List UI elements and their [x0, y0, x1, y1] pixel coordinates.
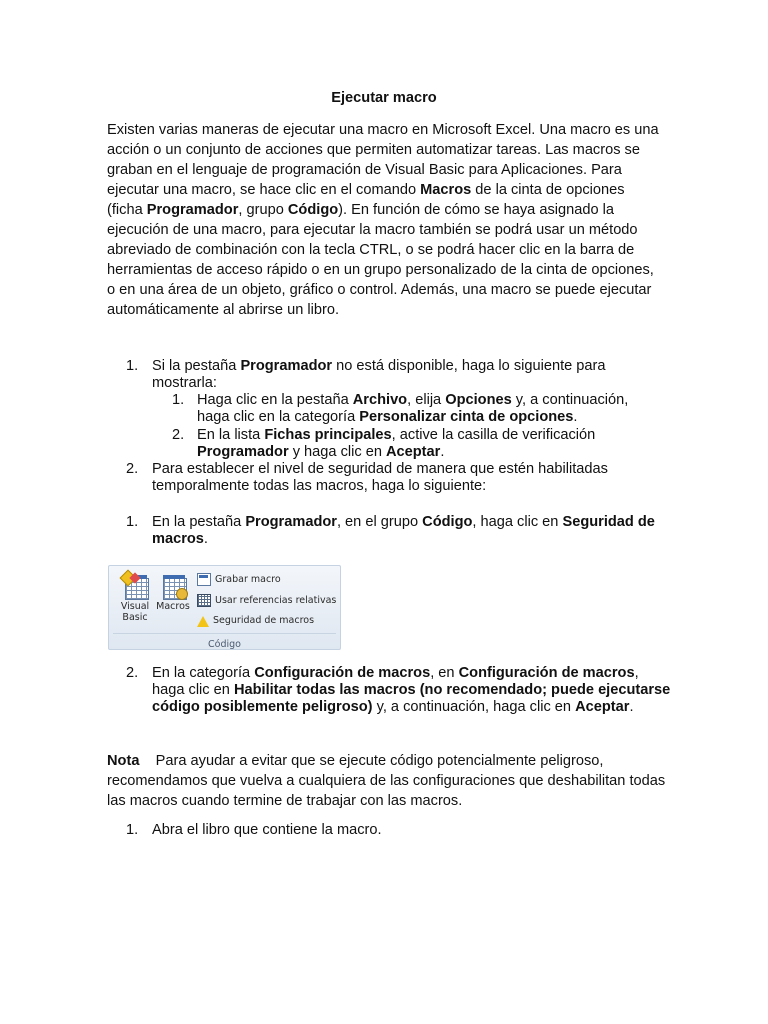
- list-item: [126, 514, 671, 548]
- intro-text-4: ). En función de cómo se haya asignado la ejecución de una macro, para ejecutar la macro también se podrá usar un método abreviado de combinación con la tecla CTRL, o se podrá hacer clic en la barra de herramientas de acceso rápido o en un grupo personalizado de la cinta de opciones, o en una área de un objeto, gráfico o control. Además, una macro se puede ejecutar automáticamente al abrirse un libro.: [107, 202, 654, 318]
- note-paragraph: [107, 751, 670, 811]
- list-item: [126, 665, 671, 716]
- grabar-macro-label: Grabar macro: [215, 573, 281, 585]
- list-item-text: [152, 514, 671, 548]
- intro-bold-codigo: Código: [287, 202, 339, 218]
- list-number: 2.: [126, 665, 139, 681]
- intro-paragraph: [107, 120, 663, 320]
- bold-run: Personalizar cinta de opciones: [359, 409, 574, 425]
- ribbon-divider: [113, 633, 336, 634]
- intro-text-1: Existen varias maneras de ejecutar una macro en Microsoft Excel. Una macro es una acción o un conjunto de acciones que permiten automatizar tareas. Las macros se graban en el lenguaje de programación de Visual Basic para Aplicaciones. Para ejecutar una macro, se hace clic en el comando: [107, 122, 659, 198]
- seguridad-macros-label: Seguridad de macros: [213, 615, 315, 626]
- text-run: , en el grupo: [336, 514, 423, 530]
- sub-list-item: [172, 392, 652, 426]
- gear-icon: [176, 588, 188, 600]
- visual-basic-button[interactable]: [115, 570, 155, 623]
- bold-run: Configuración de macros: [254, 665, 431, 681]
- bold-run: Código: [422, 514, 473, 530]
- text-run: En la pestaña: [152, 514, 246, 530]
- bold-run: Aceptar: [575, 699, 630, 715]
- note-label: Nota: [107, 753, 140, 769]
- sub-list-item: [172, 427, 652, 461]
- text-run: En la categoría: [152, 665, 255, 681]
- bold-run: Fichas principales: [264, 427, 392, 443]
- macros-label: Macros: [156, 601, 190, 612]
- text-run: Si la pestaña: [152, 358, 241, 374]
- list-item-text: Abra el libro que contiene la macro.: [152, 822, 382, 838]
- grabar-macro-button[interactable]: [197, 573, 281, 586]
- list-number: 2.: [126, 461, 139, 477]
- text-run: .: [440, 444, 445, 460]
- text-run: .: [203, 531, 208, 547]
- bold-run: Opciones: [445, 392, 512, 408]
- bold-run: Programador: [245, 514, 337, 530]
- sheet-header-shape: [163, 575, 185, 579]
- text-run: y haga clic en: [288, 444, 386, 460]
- text-run: .: [629, 699, 634, 715]
- list-item: [126, 822, 671, 839]
- intro-bold-macros: Macros: [420, 182, 472, 198]
- record-macro-icon: [197, 573, 211, 586]
- warning-icon: [197, 616, 209, 627]
- text-run: , en: [430, 665, 459, 681]
- list-number: 2.: [172, 427, 185, 443]
- ribbon-group-label: Código: [208, 639, 241, 650]
- text-run: y, a continuación, haga clic en la categoría: [197, 392, 629, 425]
- text-run: , haga clic en: [472, 514, 563, 530]
- note-text: Para ayudar a evitar que se ejecute código potencialmente peligroso, recomendamos que vuelva a cualquiera de las configuraciones que deshabilitan todas las macros cuando termine de trabajar con las macros.: [107, 753, 670, 809]
- visual-basic-icon: [122, 572, 148, 598]
- list-item-text: [197, 392, 652, 426]
- bold-run: Configuración de macros: [458, 665, 635, 681]
- ribbon-codigo-group: [108, 565, 341, 650]
- intro-bold-programador: Programador: [146, 202, 239, 218]
- macros-icon: [160, 572, 186, 598]
- list-item-text: [152, 665, 671, 716]
- text-run: , haga clic en: [152, 665, 639, 698]
- bold-run: Aceptar: [386, 444, 441, 460]
- bold-run: Habilitar todas las macros (no recomendado; puede ejecutarse código posiblemente peligroso): [152, 682, 671, 715]
- list-number: 1.: [126, 514, 139, 530]
- text-run: , elija: [407, 392, 446, 408]
- macros-button[interactable]: [153, 570, 193, 612]
- intro-text-3: , grupo: [238, 202, 288, 218]
- list-item-text: [197, 427, 652, 461]
- list-number: 1.: [126, 822, 139, 838]
- bold-run: Programador: [197, 444, 289, 460]
- text-run: , active la casilla de verificación: [391, 427, 596, 443]
- list-item-text: Para establecer el nivel de seguridad de manera que estén habilitadas temporalmente todas las macros, haga lo siguiente:: [152, 461, 608, 494]
- bold-run: Archivo: [352, 392, 408, 408]
- seguridad-macros-button[interactable]: [197, 615, 314, 627]
- bold-run: Seguridad de macros: [152, 514, 655, 547]
- text-run: En la lista: [197, 427, 265, 443]
- list-item-text: [152, 358, 671, 392]
- document-title: Ejecutar macro: [331, 90, 437, 106]
- intro-text-2: de la cinta de opciones (ficha: [107, 182, 625, 218]
- list-number: 1.: [126, 358, 139, 374]
- list-number: 1.: [172, 392, 185, 408]
- text-run: no está disponible, haga lo siguiente para mostrarla:: [152, 358, 606, 391]
- referencias-relativas-label: Usar referencias relativas: [215, 594, 337, 606]
- list-item: [126, 358, 671, 392]
- visual-basic-label: Visual Basic: [120, 601, 150, 623]
- text-run: y, a continuación, haga clic en: [372, 699, 576, 715]
- text-run: Haga clic en la pestaña: [197, 392, 353, 408]
- text-run: .: [573, 409, 578, 425]
- list-item: [126, 461, 671, 495]
- bold-run: Programador: [240, 358, 333, 374]
- relative-references-icon: [197, 594, 211, 607]
- referencias-relativas-button[interactable]: [197, 594, 336, 607]
